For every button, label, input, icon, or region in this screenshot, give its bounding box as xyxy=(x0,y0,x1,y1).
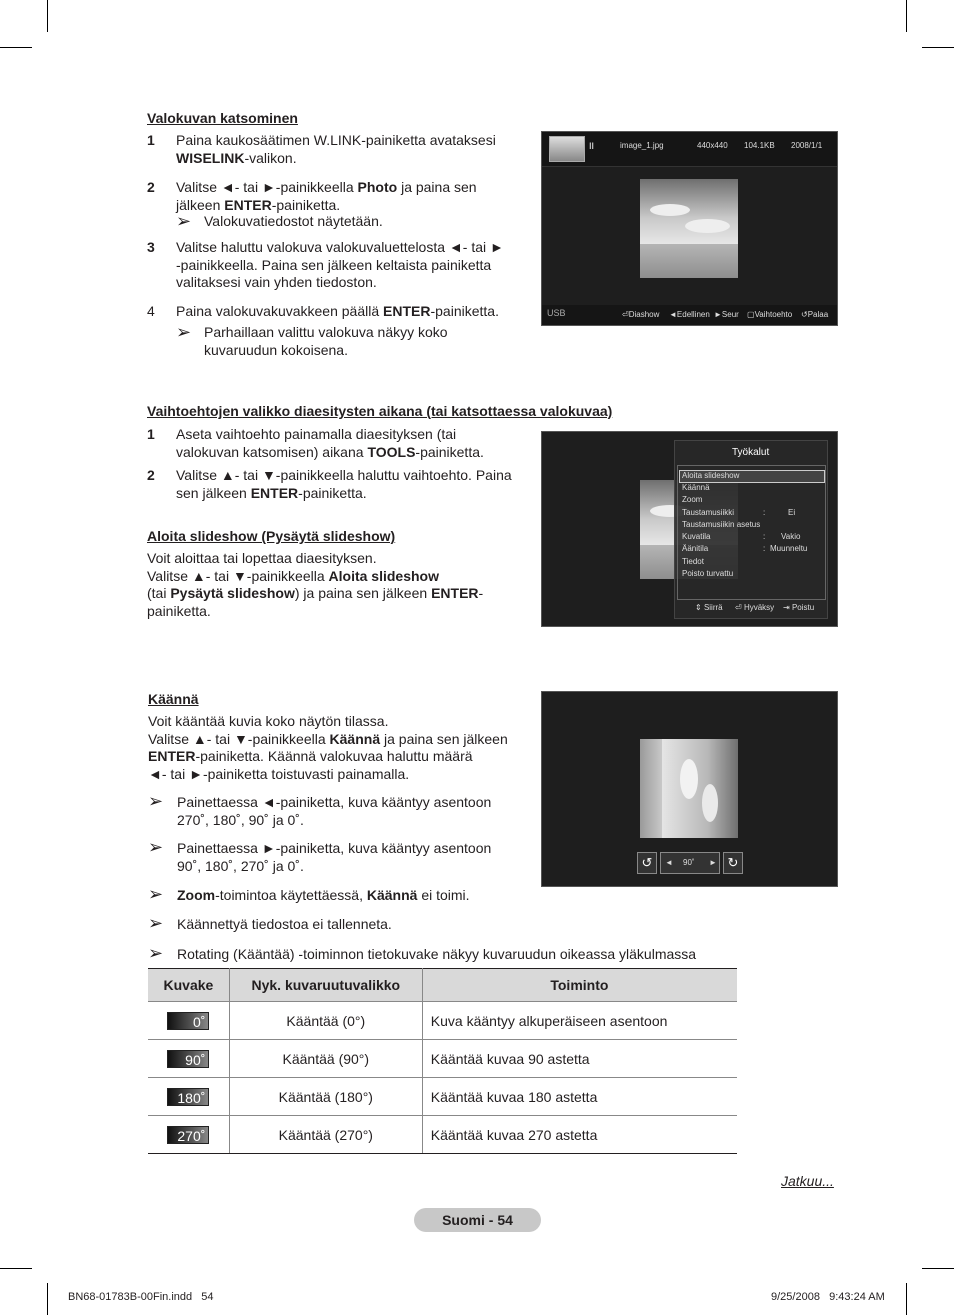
file-name: image_1.jpg xyxy=(620,141,664,150)
enter-icon: ⏎ xyxy=(622,310,629,319)
sound-mode-value: Muunneltu xyxy=(770,544,808,553)
rotate-note-2: Painettaessa ►-painiketta, kuva kääntyy asentoon 90˚, 180˚, 270˚ ja 0˚. xyxy=(177,840,492,874)
table-cell-action: Kääntää kuvaa 270 astetta xyxy=(422,1116,737,1154)
rotation-badge-icon: 0˚ xyxy=(167,1012,209,1030)
rotate-angle-value: 90˚ xyxy=(683,858,695,867)
info-bar xyxy=(542,132,837,167)
source-label: USB xyxy=(547,308,566,318)
section-title-start-slideshow: Aloita slideshow (Pysäytä slideshow) xyxy=(147,528,396,544)
rotation-badge-icon: 180˚ xyxy=(167,1088,209,1106)
rotation-table xyxy=(148,968,737,1154)
crop-mark xyxy=(906,0,907,32)
menu-item-start-slideshow[interactable]: Aloita slideshow xyxy=(682,471,740,480)
rotate-note-3: Zoom-toimintoa käytettäessä, Käännä ei toimi. xyxy=(177,887,470,903)
menu-item-rotate[interactable]: Käännä xyxy=(682,483,710,492)
table-cell-menu: Kääntää (0°) xyxy=(229,1002,422,1040)
right-arrow-icon: ► xyxy=(709,858,717,867)
table-cell-menu: Kääntää (180°) xyxy=(229,1078,422,1116)
note-arrow-icon: ➢ xyxy=(148,837,164,857)
menu-colon: : xyxy=(763,532,766,541)
crop-mark xyxy=(47,1283,48,1315)
rotate-right-button[interactable]: ↻ xyxy=(723,852,743,874)
table-cell-action: Kuva kääntyy alkuperäiseen asentoon xyxy=(422,1002,737,1040)
step-number: 2 xyxy=(147,179,155,195)
picture-mode-value: Vakio xyxy=(781,532,801,541)
menu-colon: : xyxy=(763,508,766,517)
next-button[interactable]: ►Seur xyxy=(714,310,739,319)
tools-menu-screen xyxy=(541,431,838,627)
footer-move: ⇕ Siirrä xyxy=(695,603,723,612)
file-resolution: 440x440 xyxy=(697,141,728,150)
step-2-text: Valitse ◄- tai ►-painikkeella Photo ja paina sen jälkeen ENTER-painiketta. xyxy=(176,179,477,213)
step-number: 2 xyxy=(147,467,155,483)
note-arrow-icon: ➢ xyxy=(176,322,192,342)
file-size: 104.1KB xyxy=(744,141,775,150)
crop-mark xyxy=(0,47,32,48)
rotate-note-1: Painettaessa ◄-painiketta, kuva kääntyy asentoon 270˚, 180˚, 90˚ ja 0˚. xyxy=(177,794,492,828)
col-header-action: Toiminto xyxy=(422,969,737,1002)
step-number: 3 xyxy=(147,239,155,255)
step-number: 1 xyxy=(147,426,155,442)
option-button[interactable]: ▢Vaihtoehto xyxy=(747,310,793,319)
table-row xyxy=(148,1078,737,1116)
menu-item-zoom[interactable]: Zoom xyxy=(682,495,703,504)
back-button[interactable]: ↺Palaa xyxy=(801,310,829,319)
step-number: 1 xyxy=(147,132,155,148)
rotated-photo-image xyxy=(640,739,738,838)
tools-menu-title: Työkalut xyxy=(732,447,770,458)
table-row xyxy=(148,1116,737,1154)
exit-icon: ⇥ xyxy=(783,603,790,612)
section-title-rotate: Käännä xyxy=(148,691,199,707)
return-icon: ↺ xyxy=(801,310,808,319)
menu-item-safe-remove[interactable]: Poisto turvattu xyxy=(682,569,734,578)
pause-icon: II xyxy=(589,141,595,151)
menu-colon: : xyxy=(763,544,766,553)
table-row xyxy=(148,1002,737,1040)
rotate-note-4: Käännettyä tiedostoa ei tallenneta. xyxy=(177,916,392,932)
step-2-note: Valokuvatiedostot näytetään. xyxy=(204,213,383,229)
note-arrow-icon: ➢ xyxy=(148,791,164,811)
tools-menu xyxy=(674,440,828,619)
table-cell-menu: Kääntää (270°) xyxy=(229,1116,422,1154)
photo-image xyxy=(640,179,738,278)
enter-icon: ⏎ xyxy=(735,603,742,612)
photo-folder-icon xyxy=(549,136,585,162)
table-cell-menu: Kääntää (90°) xyxy=(229,1040,422,1078)
crop-mark xyxy=(922,47,954,48)
photo-viewer-screen xyxy=(541,131,838,326)
section-title-photo-viewing: Valokuvan katsominen xyxy=(147,110,298,126)
note-arrow-icon: ➢ xyxy=(148,943,164,963)
rotate-screen xyxy=(541,691,838,887)
col-header-menu: Nyk. kuvaruutuvalikko xyxy=(229,969,422,1002)
menu-item-sound-mode[interactable]: Äänitila xyxy=(682,544,709,553)
crop-mark xyxy=(906,1283,907,1315)
rotate-left-button[interactable]: ↺ xyxy=(637,852,657,874)
slideshow-button[interactable]: ⏎Diashow xyxy=(622,310,660,319)
note-arrow-icon: ➢ xyxy=(176,211,192,231)
step-number: 4 xyxy=(147,303,155,319)
options-step-1-text: Aseta vaihtoehto painamalla diaesityksen (tai valokuvan katsomisen) aikana TOOLS-painiketta. xyxy=(176,426,484,460)
continues-label: Jatkuu... xyxy=(781,1173,834,1189)
footer-enter: ⏎ Hyväksy xyxy=(735,603,775,612)
menu-item-picture-mode[interactable]: Kuvatila xyxy=(682,532,711,541)
rotate-text: Voit kääntää kuvia koko näytön tilassa. Valitse ▲- tai ▼-painikkeella Käännä ja paina sen jälkeen ENTER-painiketta. Käännä valokuvaa haluttu määrä ◄- tai ►-painiketta toistuvasti painamalla. xyxy=(148,713,508,782)
footer-exit: ⇥ Poistu xyxy=(783,603,815,612)
step-1-text: Paina kaukosäätimen W.LINK-painiketta avataksesi WISELINK-valikon. xyxy=(176,132,496,166)
menu-item-bg-music[interactable]: Taustamusiikki xyxy=(682,508,735,517)
table-cell-action: Kääntää kuvaa 90 astetta xyxy=(422,1040,737,1078)
crop-mark xyxy=(0,1268,32,1269)
section-title-options-menu: Vaihtoehtojen valikko diaesitysten aikana (tai katsottaessa valokuvaa) xyxy=(147,403,613,419)
file-info: BN68-01783B-00Fin.indd 54 xyxy=(68,1291,214,1303)
rotate-note-5: Rotating (Kääntää) -toiminnon tietokuvake näkyy kuvaruudun oikeassa yläkulmassa xyxy=(177,946,697,962)
menu-item-info[interactable]: Tiedot xyxy=(682,557,704,566)
print-timestamp: 9/25/2008 9:43:24 AM xyxy=(771,1291,885,1303)
up-down-icon: ⇕ xyxy=(695,603,702,612)
options-step-2-text: Valitse ▲- tai ▼-painikkeella haluttu vaihtoehto. Paina sen jälkeen ENTER-painiketta. xyxy=(176,467,512,501)
left-arrow-icon: ◄ xyxy=(665,858,673,867)
crop-mark xyxy=(922,1268,954,1269)
table-row xyxy=(148,1040,737,1078)
note-arrow-icon: ➢ xyxy=(148,884,164,904)
prev-button[interactable]: ◄Edellinen xyxy=(669,310,710,319)
step-4-note: Parhaillaan valittu valokuva näkyy koko kuvaruudun kokoisena. xyxy=(204,324,448,358)
table-cell-action: Kääntää kuvaa 180 astetta xyxy=(422,1078,737,1116)
menu-item-bg-music-settings[interactable]: Taustamusiikin asetus xyxy=(682,520,761,529)
step-4-text: Paina valokuvakuvakkeen päällä ENTER-painiketta. xyxy=(176,303,499,319)
note-arrow-icon: ➢ xyxy=(148,913,164,933)
col-header-icon: Kuvake xyxy=(148,969,229,1002)
file-date: 2008/1/1 xyxy=(791,141,823,150)
step-3-text: Valitse haluttu valokuva valokuvaluettelosta ◄- tai ► -painikkeella. Paina sen jälkeen keltaista painiketta valitaksesi vain yhden tiedoston. xyxy=(176,239,504,290)
crop-mark xyxy=(47,0,48,32)
rotate-angle-selector[interactable] xyxy=(660,852,720,874)
start-slideshow-text: Voit aloittaa tai lopettaa diaesityksen. Valitse ▲- tai ▼-painikkeella Aloita slideshow (tai Pysäytä slideshow) ja paina sen jälkeen ENTER- painiketta. xyxy=(147,550,484,619)
bg-music-value: Ei xyxy=(788,508,796,517)
page-number-badge: Suomi - 54 xyxy=(414,1208,541,1232)
tools-icon: ▢ xyxy=(747,310,755,319)
rotation-badge-icon: 90˚ xyxy=(167,1050,209,1068)
rotation-badge-icon: 270˚ xyxy=(167,1126,209,1144)
